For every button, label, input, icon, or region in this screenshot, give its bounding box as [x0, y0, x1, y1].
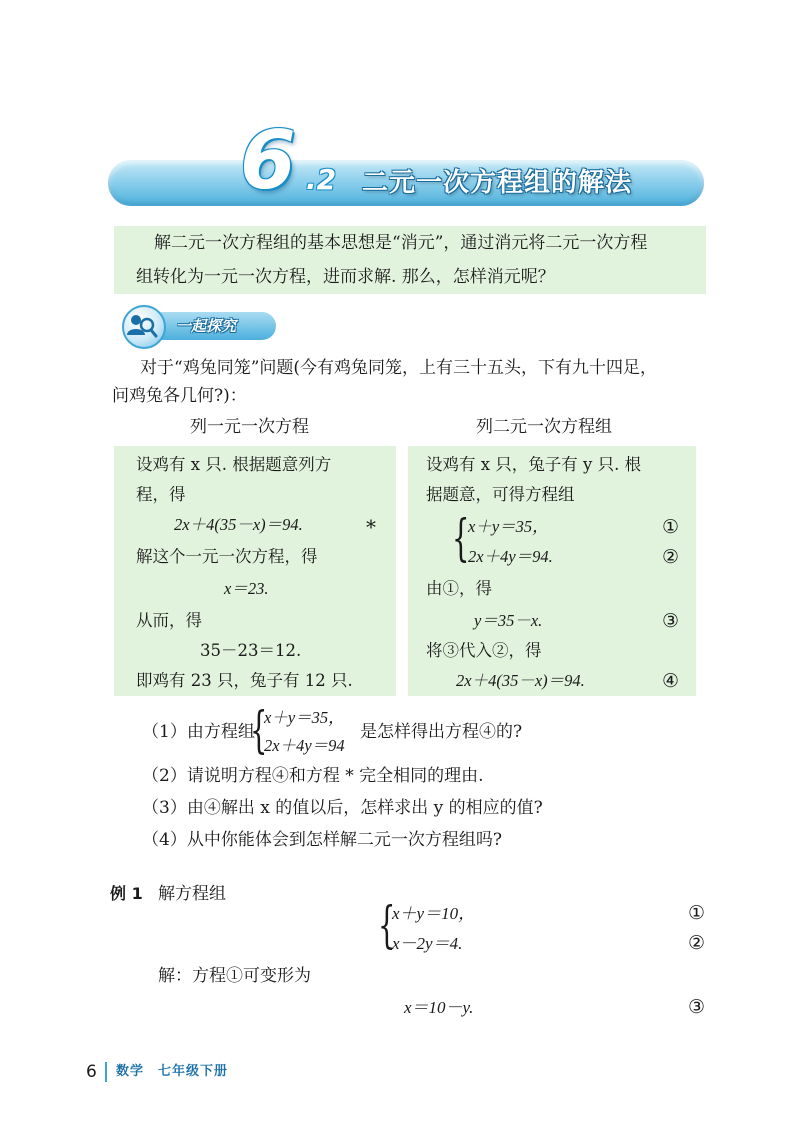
section-title: 二元一次方程组的解法: [362, 168, 633, 198]
marker-3: ③: [662, 610, 680, 632]
question-1-equation-2: 2x＋4y＝94: [264, 736, 345, 755]
left-brace-icon: {: [452, 509, 470, 567]
question-4: （4）从中你能体会到怎样解二元一次方程组吗?: [142, 830, 502, 850]
right-line-4: 将③代入②，得: [426, 641, 542, 660]
left-line-3: 解这个一元一次方程，得: [136, 547, 318, 566]
right-equation-a: x＋y＝35，: [468, 517, 549, 536]
left-line-2: 程，得: [136, 485, 186, 504]
left-brace-icon: {: [378, 896, 396, 954]
question-1-prefix: （1）由方程组: [142, 722, 255, 742]
question-1-equation-1: x＋y＝35，: [264, 708, 345, 727]
right-column-title: 列二元一次方程组: [476, 417, 612, 437]
example-solution-line: 解：方程①可变形为: [158, 966, 311, 986]
example-label: 例 1: [110, 884, 143, 903]
right-line-2: 据题意，可得方程组: [426, 485, 575, 504]
example-marker-3: ③: [688, 996, 706, 1018]
marker-1: ①: [662, 516, 680, 538]
marker-2: ②: [662, 546, 680, 568]
example-text: 解方程组: [158, 884, 226, 904]
left-line-1: 设鸡有 x 只. 根据题意列方: [136, 455, 332, 474]
problem-line-1: 对于“鸡兔同笼”问题(今有鸡兔同笼，上有三十五头，下有九十四足，: [140, 358, 658, 378]
right-equation-d: 2x＋4(35－x)＝94.: [456, 671, 585, 690]
example-equation-3: x＝10－y.: [404, 998, 474, 1017]
section-number: 6: [240, 114, 296, 207]
left-column-title: 列一元一次方程: [190, 417, 309, 437]
explore-label: 一起探究: [176, 317, 237, 335]
magnifier-person-icon: [122, 305, 166, 349]
intro-box: [114, 226, 706, 294]
right-equation-b: 2x＋4y＝94.: [468, 547, 553, 566]
star-marker: *: [366, 515, 376, 539]
right-line-1: 设鸡有 x 只，兔子有 y 只. 根: [426, 455, 642, 474]
left-brace-icon: {: [250, 701, 268, 759]
right-equation-c: y＝35－x.: [474, 611, 543, 630]
example-marker-1: ①: [688, 902, 706, 924]
right-line-3: 由①，得: [426, 579, 492, 598]
page-number: 6: [86, 1062, 97, 1082]
footer-divider: [105, 1062, 107, 1082]
question-2: （2）请说明方程④和方程 * 完全相同的理由.: [142, 766, 484, 786]
intro-line-2: 组转化为一元一次方程，进而求解. 那么，怎样消元呢？: [136, 267, 555, 287]
left-equation-1: 2x＋4(35－x)＝94.: [174, 515, 303, 534]
right-solution-box: [408, 446, 696, 696]
problem-line-2: 问鸡兔各几何?)：: [112, 386, 247, 406]
example-equation-1: x＋y＝10，: [392, 904, 476, 923]
left-solution-box: [114, 446, 396, 696]
marker-4: ④: [662, 670, 680, 692]
left-equation-2: x＝23.: [224, 579, 269, 598]
left-line-5: 即鸡有 23 只，兔子有 12 只.: [136, 671, 353, 690]
left-equation-3: 35－23＝12.: [200, 641, 302, 660]
example-marker-2: ②: [688, 932, 706, 954]
question-1-suffix: 是怎样得出方程④的?: [360, 722, 523, 742]
intro-line-1: 解二元一次方程组的基本思想是“消元”，通过消元将二元一次方程: [154, 233, 648, 253]
left-line-4: 从而，得: [136, 611, 202, 630]
example-equation-2: x－2y＝4.: [392, 934, 463, 953]
book-title: 数学 七年级下册: [116, 1064, 229, 1079]
section-subnumber: .2: [306, 163, 337, 196]
question-3: （3）由④解出 x 的值以后，怎样求出 y 的相应的值?: [142, 798, 543, 818]
